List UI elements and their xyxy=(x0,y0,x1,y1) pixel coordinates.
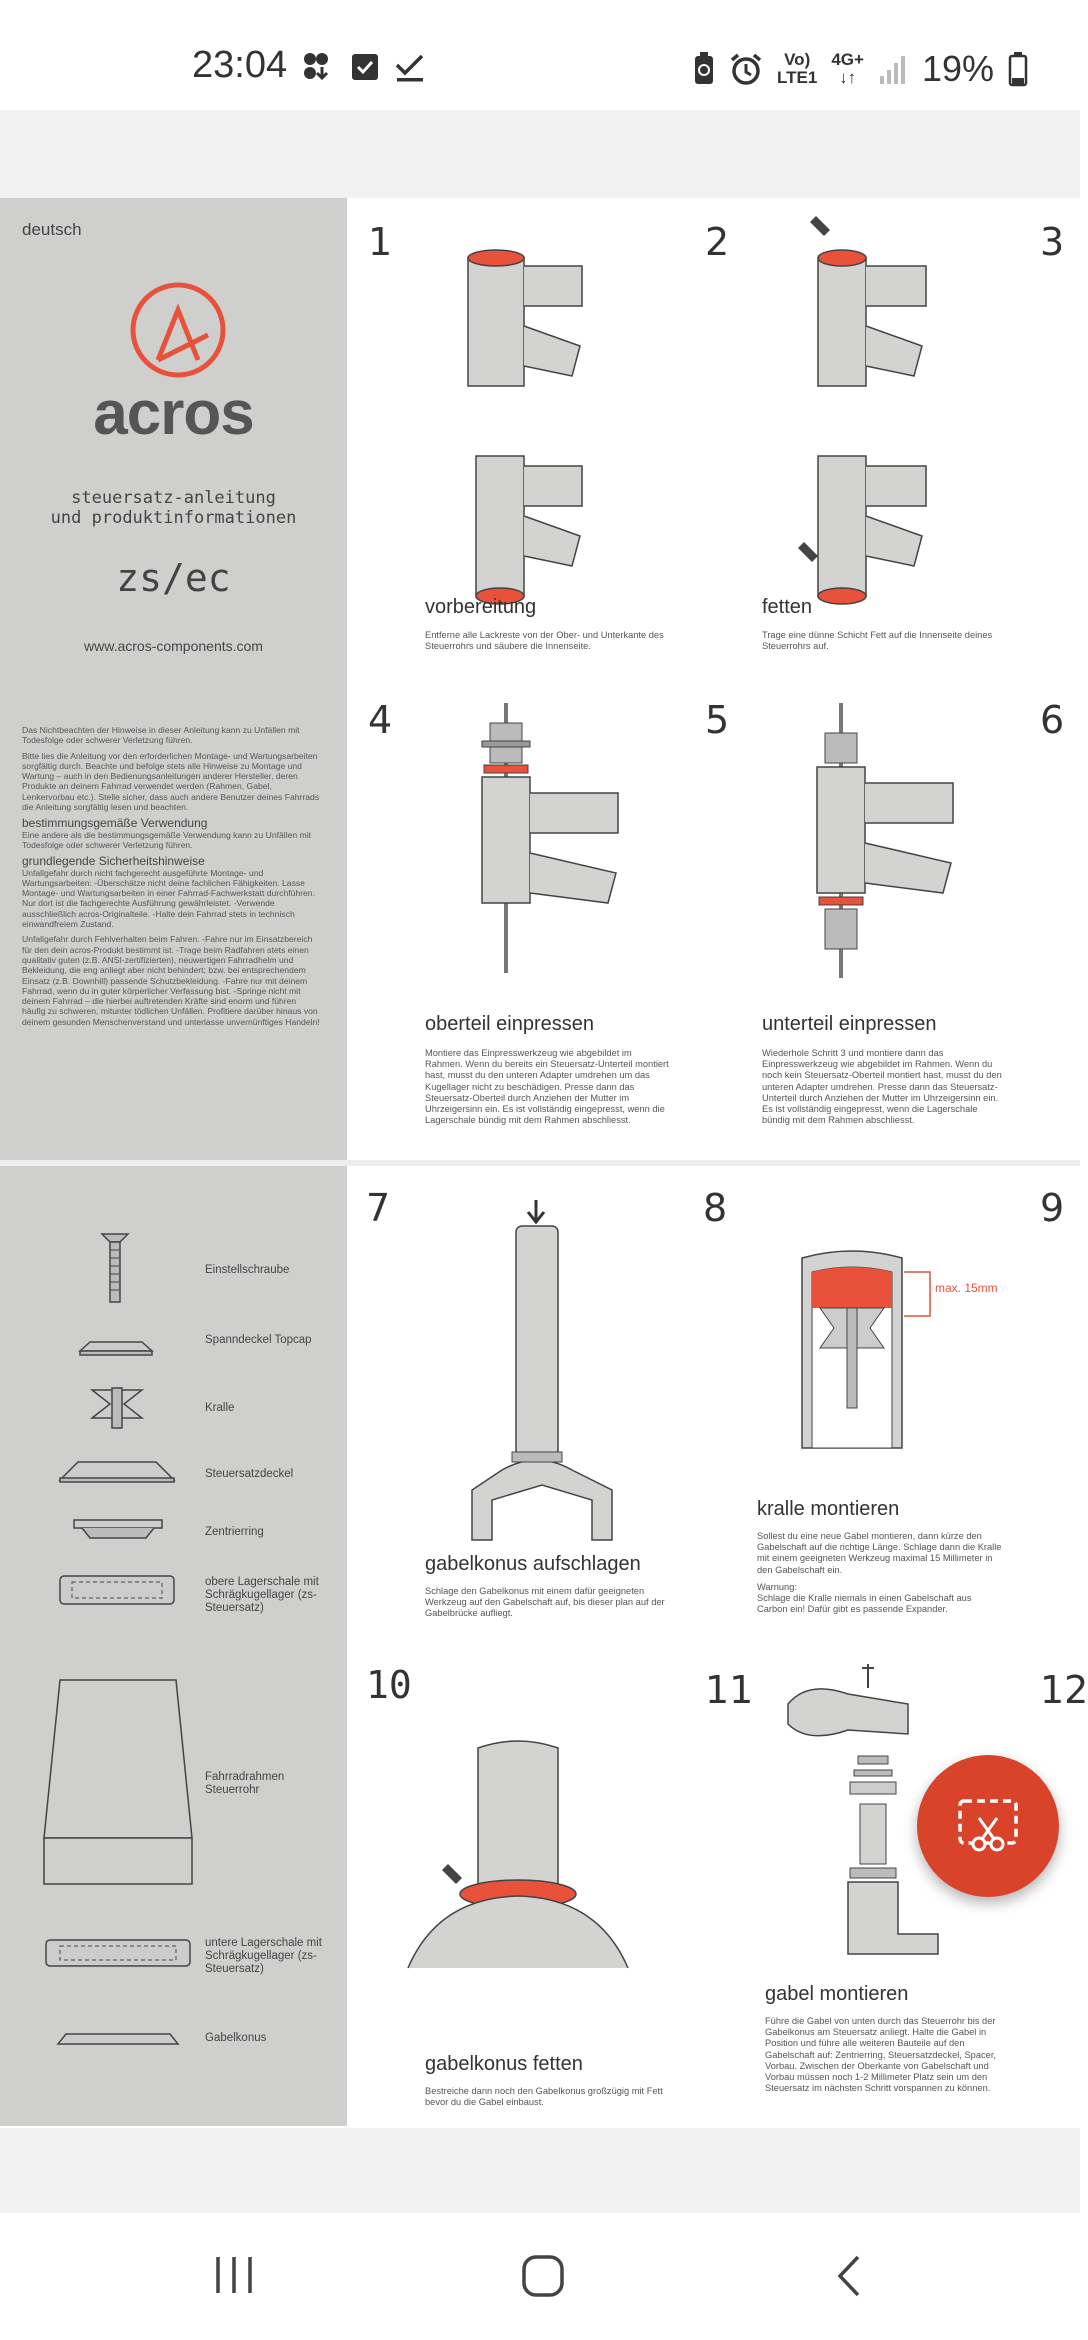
warning-text: Schlage die Kralle niemals in einen Gabelschaft aus Carbon ein! Dafür gibt es passende Expander. xyxy=(757,1593,972,1615)
alarm-icon xyxy=(729,52,763,86)
status-right xyxy=(693,48,1028,90)
safety-heading: bestimmungsgemäße Verwendung xyxy=(22,816,208,831)
topcap-icon xyxy=(78,1339,154,1357)
volte-label: Vo) xyxy=(784,50,811,69)
subtitle-line1: steuersatz-anleitung xyxy=(71,488,276,508)
crown-race-icon xyxy=(56,2032,180,2046)
callout-max-15mm: max. 15mm xyxy=(935,1281,998,1295)
head-tube-icon xyxy=(42,1678,194,1886)
part-label-einstellschraube: Einstellschraube xyxy=(205,1264,290,1276)
website-link[interactable]: www.acros-components.com xyxy=(84,638,263,654)
step-number: 3 xyxy=(1040,220,1065,264)
model-name: zs/ec xyxy=(116,556,231,600)
cover-sidebar xyxy=(0,198,347,1160)
fork-illustration-step7 xyxy=(462,1200,622,1540)
step-description: Entferne alle Lackreste von der Ober- und Unterkante des Steuerrohrs und säubere die Innenseite. xyxy=(425,630,664,652)
step-description: Trage eine dünne Schicht Fett auf die Innenseite deines Steuerrohrs auf. xyxy=(762,630,993,652)
safety-heading: grundlegende Sicherheitshinweise xyxy=(22,854,205,869)
step-description: Wiederhole Schritt 3 und montiere dann das Einpresswerkzeug wie abgebildet im Rahmen. Wenn du noch kein Steuersatz-Oberteil montiert hast, musst du den unteren Adapter umdrehen. Presse dann das Steuersatz-Unterteil durch Anziehen der Mutter im Uhrzeigersinn ein. Es ist vollständig eingepresst, wenn die Lagerschale bündig mit dem Rahmen abschliesst. xyxy=(762,1048,1002,1126)
screw-icon xyxy=(100,1232,130,1306)
frame-illustration-step1 xyxy=(462,246,592,626)
crown-race-illustration-step10 xyxy=(408,1738,628,1978)
step-number: 6 xyxy=(1040,698,1065,742)
scissors-icon xyxy=(957,1798,1019,1854)
language-label: deutsch xyxy=(22,220,82,239)
step-description: Führe die Gabel von unten durch das Steuerrohr bis der Gabelkonus am Steuersatz anliegt. Halte die Gabel in Position und führe alle weiteren Bauteile auf den Gabelschaft auf: Zentrierring, Steuersatzdeckel, Spacer, Vorbau. Zwischen der Oberkante von Gabelschaft und Vorbau müssen noch 1-2 Millimeter Platz sein um den Steuersatz im nächsten Schritt vorspannen zu können. xyxy=(765,2016,996,2094)
step-title: fetten xyxy=(762,596,813,618)
safety-paragraph: Das Nichtbeachten der Hinweise in dieser Anleitung kann zu Unfällen mit Todesfolge oder schwerer Verletzung führen. xyxy=(22,725,300,746)
step-title: gabel montieren xyxy=(765,1983,909,2005)
press-tool-illustration-step4 xyxy=(470,703,620,983)
back-button[interactable] xyxy=(832,2253,892,2303)
part-label-steuersatzdeckel: Steuersatzdeckel xyxy=(205,1468,294,1480)
media-download-icon xyxy=(302,52,336,82)
step-number: 7 xyxy=(366,1186,391,1230)
battery-saver-icon xyxy=(693,52,715,86)
battery-icon xyxy=(1008,52,1028,86)
navigation-bar xyxy=(0,2213,1080,2340)
step-title: unterteil einpressen xyxy=(762,1013,937,1035)
step-description xyxy=(757,1531,1002,1615)
step-number: 10 xyxy=(366,1663,412,1707)
step-number: 12 xyxy=(1040,1668,1088,1712)
part-label-kralle: Kralle xyxy=(205,1402,235,1414)
step-number: 1 xyxy=(368,220,393,264)
step-number: 11 xyxy=(705,1668,754,1712)
safety-paragraph: Unfallgefahr durch Fehlverhalten beim Fahren. -Fahre nur im Einsatzbereich für den dein acros-Produkt bestimmt ist. -Trage beim Radfahren stets einen qualitativ guten (z.B. ANSI-zertifizierten), neuwertigen Fahrradhelm und Bekleidung, die eng anliegt aber nicht behindert; bzw. bei entsprechendem Einsatz (z.B. Downhill) passende Schutzbekleidung. -Fahre nur mit deinem Fahrrad, wenn du in guter körperlicher Verfassung bist. -Springe nicht mit deinem Fahrrad – die hierbei auftretenden Kräfte sind enorm und führen häufig zu schweren, mitunter tödlichen Unfällen. Profitiere darüber hinaus von deinem gesunden Menschenverstand und unterlasse unvernünftiges Handeln! xyxy=(22,934,320,1027)
upper-bearing-cup-icon xyxy=(58,1574,176,1606)
step-description: Bestreiche dann noch den Gabelkonus großzügig mit Fett bevor du die Gabel einbaust. xyxy=(425,2086,663,2108)
notification-icons xyxy=(302,52,426,82)
safety-paragraph: Eine andere als die bestimmungsgemäße Verwendung kann zu Unfällen mit Todesfolge oder schwerer Verletzung führen. xyxy=(22,829,312,850)
warning-label: Warnung: xyxy=(757,1581,797,1592)
data-arrows-icon: ↓↑ xyxy=(839,68,857,87)
recent-apps-icon xyxy=(212,2253,256,2297)
home-icon xyxy=(520,2253,566,2299)
fork-install-illustration-step11 xyxy=(778,1664,938,1954)
step-number: 8 xyxy=(703,1186,728,1230)
centering-ring-icon xyxy=(70,1518,166,1540)
signal-icon xyxy=(878,54,908,84)
headset-cap-icon xyxy=(58,1458,176,1484)
battery-percent: 19% xyxy=(921,48,994,89)
screenshot-capture-button[interactable] xyxy=(917,1755,1059,1897)
done-check-icon xyxy=(394,52,426,82)
document-subtitle xyxy=(0,488,347,528)
part-label-upper-cup: obere Lagerschale mit Schrägkugellager (zs-Steuersatz) xyxy=(205,1576,319,1614)
lte-label: LTE1 xyxy=(777,68,818,87)
lower-bearing-cup-icon xyxy=(44,1938,192,1968)
frame-illustration-step2 xyxy=(806,212,936,626)
safety-paragraph: Bitte lies die Anleitung vor den erforderlichen Montage- und Wartungsarbeiten sorgfältig durch. Beachte und befolge stets alle Hinweise zu Montage und Wartung – auch in den Bedienungsanleitungen anderer Hersteller, deren Produkte an deinem Fahrrad verwendet werden (Rahmen, Gabel, Lenkervorbau etc.). Stelle sicher, dass auch andere Benutzer deines Fahrrads die Anleitung sorgfältig lesen und beachten. xyxy=(22,750,320,813)
steerer-illustration-step8 xyxy=(800,1248,950,1448)
bottom-margin xyxy=(0,2128,1080,2213)
safety-paragraph: Unfallgefahr durch nicht fachgerecht ausgeführte Montage- und Wartungsarbeiten: -Überschätze nicht deine fachlichen Fähigkeiten. Lasse Montage- und Wartungsarbeiten in einer Fahrrad-Fachwerkstatt durchführen. Nur dort ist die fachgerechte Ausführung gewährleistet. -Verwende ausschließlich acros-Originalteile. -Halte dein Fahrrad stets in technisch einwandfreiem Zustand. xyxy=(22,867,315,930)
step-title: gabelkonus fetten xyxy=(425,2053,583,2075)
recent-apps-button[interactable] xyxy=(212,2253,272,2303)
step-title: kralle montieren xyxy=(757,1498,900,1520)
step-title: gabelkonus aufschlagen xyxy=(425,1553,641,1575)
status-time: 23:04 xyxy=(192,44,288,86)
status-bar xyxy=(0,0,1080,110)
kralle-icon xyxy=(88,1386,146,1430)
checkbox-icon xyxy=(350,52,380,82)
brand-name: acros xyxy=(93,379,254,448)
step-number: 5 xyxy=(705,698,730,742)
subtitle-line2: und produktinformationen xyxy=(50,508,297,528)
part-label-zentrierring: Zentrierring xyxy=(205,1526,264,1538)
step-number: 2 xyxy=(705,220,730,264)
part-label-gabelkonus: Gabelkonus xyxy=(205,2032,267,2044)
part-label-lower-cup: untere Lagerschale mit Schrägkugellager (zs-Steuersatz) xyxy=(205,1937,322,1975)
top-margin xyxy=(0,110,1080,198)
part-label-head-tube: Fahrradrahmen Steuerrohr xyxy=(205,1771,285,1796)
step-description: Montiere das Einpresswerkzeug wie abgebildet im Rahmen. Wenn du bereits ein Steuersatz-Unterteil montiert hast, musst du den unteren Adapter umdrehen um das Kugellager nicht zu beschädigen. Presse dann das Steuersatz-Oberteil durch Anziehen der Mutter im Uhrzeigersinn ein. Es ist vollständig eingepresst, wenn die Lagerschale bündig mit dem Rahmen abschliesst. xyxy=(425,1048,669,1126)
step-description-main: Sollest du eine neue Gabel montieren, dann kürze den Gabelschaft auf die richtige Länge. Schlage dann die Kralle mit einem geeigneten Werkzeug maximal 15 Millimeter in den Gabelschaft ein. xyxy=(757,1531,1002,1575)
network-gen-label: 4G+ xyxy=(831,50,864,69)
back-icon xyxy=(832,2253,866,2299)
step-description: Schlage den Gabelkonus mit einem dafür geeigneten Werkzeug auf den Gabelschaft auf, bis dieser plan auf der Gabelbrücke aufliegt. xyxy=(425,1586,665,1619)
press-tool-illustration-step5 xyxy=(805,703,955,983)
acros-logo-icon xyxy=(128,280,228,380)
step-title: oberteil einpressen xyxy=(425,1013,594,1035)
safety-notes xyxy=(22,725,322,1032)
step-title: vorbereitung xyxy=(425,596,537,618)
part-label-topcap: Spanndeckel Topcap xyxy=(205,1334,312,1346)
home-button[interactable] xyxy=(520,2253,580,2303)
step-number: 4 xyxy=(368,698,393,742)
step-number: 9 xyxy=(1040,1186,1065,1230)
parts-sidebar xyxy=(0,1166,347,2126)
